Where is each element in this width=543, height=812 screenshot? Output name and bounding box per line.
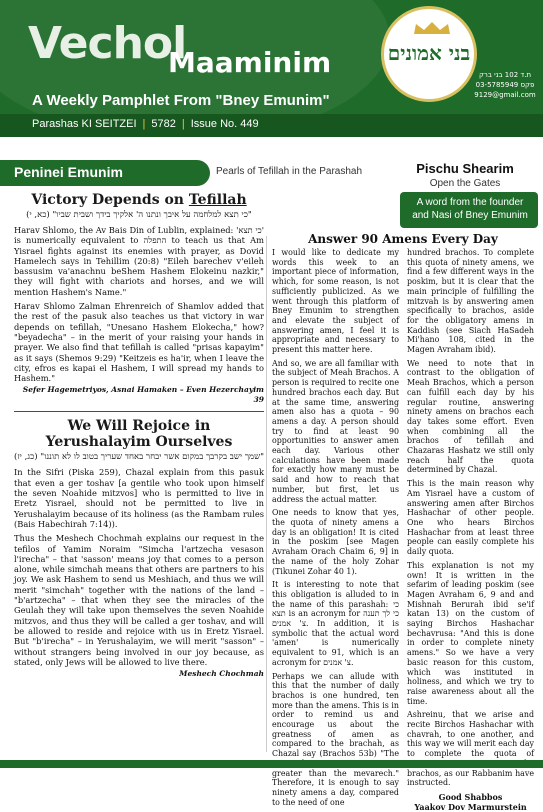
crown-icon — [412, 21, 452, 35]
article2-title: We Will Rejoice in Yerushalayim Ourselves — [45, 418, 233, 451]
column-divider — [266, 236, 267, 752]
meta-separator: | — [181, 118, 185, 130]
article3-paragraph: hundred brachos. To complete this quota of ninety amens, we find a few different ways in the poskim, but it is clear that the main principle of fulfilling the mitzvah is by answering amen specifically to brachos, aside for the obligatory amens in Kaddish (see Siach HaSadeh Mi'hano 108, cited in the Magen Avraham ibid). — [407, 248, 534, 355]
pearls-subtitle: Pearls of Tefillah in the Parashah — [216, 166, 363, 177]
article1-title-b: Tefillah — [188, 192, 247, 208]
article1-source: Sefer Hagemetriyos, Asnai Hamaken – Even Hezerchayim 39 — [22, 385, 264, 405]
article3-paragraph: I would like to dedicate my words this week to an important piece of information, which, for some reason, is not sufficiently publicized. As we went through this platform of Bney Emunim to strengthen and elevate the subject of answering amen, I feel it is appropriate and necessary to present this matter here. — [272, 248, 399, 355]
founder-banner-text: A word from the founder and Nasi of Bney Emunim — [412, 197, 528, 221]
masthead-title-maaminim: Maaminim — [168, 46, 332, 79]
pischu-shearim-title: Pischu Shearim — [416, 161, 514, 176]
article3-columns — [272, 248, 534, 812]
article1-hebrew-verse: "כי תצא למלחמה על איבך ונתנו ה' אלקיך בידך ושבית שביו" (כא, י) — [26, 210, 252, 220]
article2-source: Meshech Chochmah — [179, 669, 264, 679]
meta-separator: | — [142, 118, 146, 130]
masthead-title-vechol: Vechol — [28, 18, 187, 69]
issue-number: Issue No. 449 — [190, 118, 259, 130]
article1-title-a: Victory Depends on — [31, 192, 189, 208]
article3-column-1 — [272, 248, 399, 812]
peninei-emunim-banner — [0, 160, 210, 186]
footer-bar — [0, 760, 543, 768]
founder-banner — [400, 192, 538, 228]
year: 5782 — [151, 118, 176, 130]
signoff-author: Yaakov Dov Marmurstein — [414, 801, 527, 812]
article1-title — [14, 192, 264, 208]
article2-paragraph: In the Sifri (Piska 259), Chazal explain from this pasuk that even a ger toshav [a gentile who took upon himself the seven Noahide mitzvos] who is permitted to live in Eretz Yisrael, should not be permitted to live in Yerushalayim because of its holiness (as the Rambam rules (Bais Habechirah 7:14)). — [14, 467, 264, 529]
article3-paragraph: Perhaps we can allude with this that the number of daily brachos is one hundred, ten more than the amens. This is in order to remind us and encourage us about the greatness of amen as compared to the brachah, as Chazal say (Brachos 53b) "The greater than the mevarech." Therefore, it is enough to say ninety amens a day, compared to the need of one — [272, 671, 399, 807]
bney-emunim-logo — [381, 6, 477, 102]
article3-paragraph: And so, we are all familiar with the subject of Meah Brachos. A person is required to recite one hundred brachos each day. But at the same time, answering amen also has a quota – 90 amens a day. A person should try to find at least 90 opportunities to answer amen each day. Various other calculations have been made for exactly how many must be said and how to reach that number, but first, let us address the actual matter. — [272, 358, 399, 504]
pischu-shearim-subtitle: Open the Gates — [429, 178, 501, 189]
article1-paragraph: Harav Shlomo, the Av Bais Din of Lublin, explained: 'כי תצא' is numerically equivalent to התפלה to teach us that Am Yisrael fights against its enemies with prayer, as Dovid Hamelech says in Tehillim (20:8) "Eileh barechev v'eileh bassusim va'anachnu beShem Hashem Elokeinu nazkir," they will fight with chariots and horses, and we will mention Hashem's Name." — [14, 225, 264, 297]
peninei-emunim-label: Peninei Emunim — [14, 164, 123, 180]
masthead — [0, 0, 543, 137]
article3-paragraph: It is interesting to note that this obligation is alluded to in the name of this parashah: כי תצא is an acronym for כי לך תענה צ' אמנים. In addition, it is symbolic that the actual word 'amen' is numerically equivalent to 91, which is an acronym for צ' אמנים. — [272, 580, 399, 667]
article3-paragraph: We need to note that in contrast to the obligation of Meah Brachos, which a person can fulfill each day by his regular routine, answering ninety amens on brachos each day takes some effort. Even when combining all the brachos of tefillah and Chazaras Hashatz we still only reach half the quota determined by Chazal. — [407, 358, 534, 475]
article2-paragraph: Thus the Meshech Chochmah explains our request in the tefilos of Yamim Noraim "Simcha l'artzecha vesason l'irecha" – that 'sasson' means joy that comes to a person alone, while simchah means that others are partners to his joy. We ask Hashem to send us Meshiach, and thus we will merit "simchah" together with the nations of the land – "b'artzecha" – that when they see the miracles of the Geulah they will take upon themselves the seven Noahide mitzvos, and thus they will be called a ger toshav, and will be allowed to reside and rejoice with us in Eretz Yisrael. But "b'irecha" – in Yerushalayim, we will merit "sasson" – without strangers being involved in our joy because, as stated, only Jews will be allowed to live there. — [14, 533, 264, 667]
issue-meta — [32, 118, 259, 130]
parasha-name: Parashas KI SEITZEI — [32, 118, 137, 130]
contact-info: ת.ד 102 בני ברק פקס 03-5785949 9129@gmail.com — [474, 71, 536, 99]
article1-paragraph: Harav Shlomo Zalman Ehrenreich of Shamlov added that the rest of the pasuk also teaches us that victory in war depends on tefillah, "Unesano Hashem Elokecha," how? "beyadecha" – in the merit of your raising your hands in prayer. We also find that tefillah is called "prisas kapayim" as it says (Shemos 9:29) "Keitzeis es ha'ir, when I leave the city, efros es kapai el Hashem, I will spread my hands to Hashem." — [14, 301, 264, 384]
article3-paragraph: This explanation is not my own! It is written in the sefarim of leading poskim (see Magen Avraham 6, 9 and and Mishnah Berurah ibid se'if katan 13) on the custom of saying Birchos Hashachar bechavrusa: "And this is done in order to complete ninety amens." So we have a very basic reason for this custom, which was instituted in holiness, and which we try to raise awareness about all the time. — [407, 560, 534, 706]
issue-bar — [0, 114, 543, 137]
article3-paragraph: This is the main reason why Am Yisrael have a custom of answering amen after Birchos Hashachar of other people. One who hears Birchos Hashachar from at least three people can easily complete his daily quota. — [407, 479, 534, 557]
signoff-greeting: Good Shabbos — [438, 791, 503, 802]
right-section — [272, 232, 534, 812]
left-column — [14, 192, 264, 679]
masthead-subtitle: A Weekly Pamphlet From "Bney Emunim" — [32, 92, 330, 109]
article3-paragraph: Ashreinu, that we arise and recite Birchos Hashachar with chavrah, to one another, and this way we will merit each day to complete the quota of brachos, as our Rabbanim have instructed. — [407, 710, 534, 788]
divider — [14, 411, 264, 412]
logo-text: בני אמונים — [387, 41, 471, 65]
article2-hebrew-verse: "שמך ישב בקרבך במקום אשר יבחר באחד שעריך בטוב לו לא תוננו" (כג, יז) — [13, 452, 264, 463]
article3-title: Answer 90 Amens Every Day — [308, 232, 498, 246]
article3-column-2 — [407, 248, 534, 812]
article3-paragraph: One needs to know that yes, the quota of ninety amens a day is an obligation! It is cited in the poskim [see Magen Avraham Orach Chaim 6, 9] in the name of the holy Zohar (Tikunei Zohar 40 1). — [272, 508, 399, 576]
